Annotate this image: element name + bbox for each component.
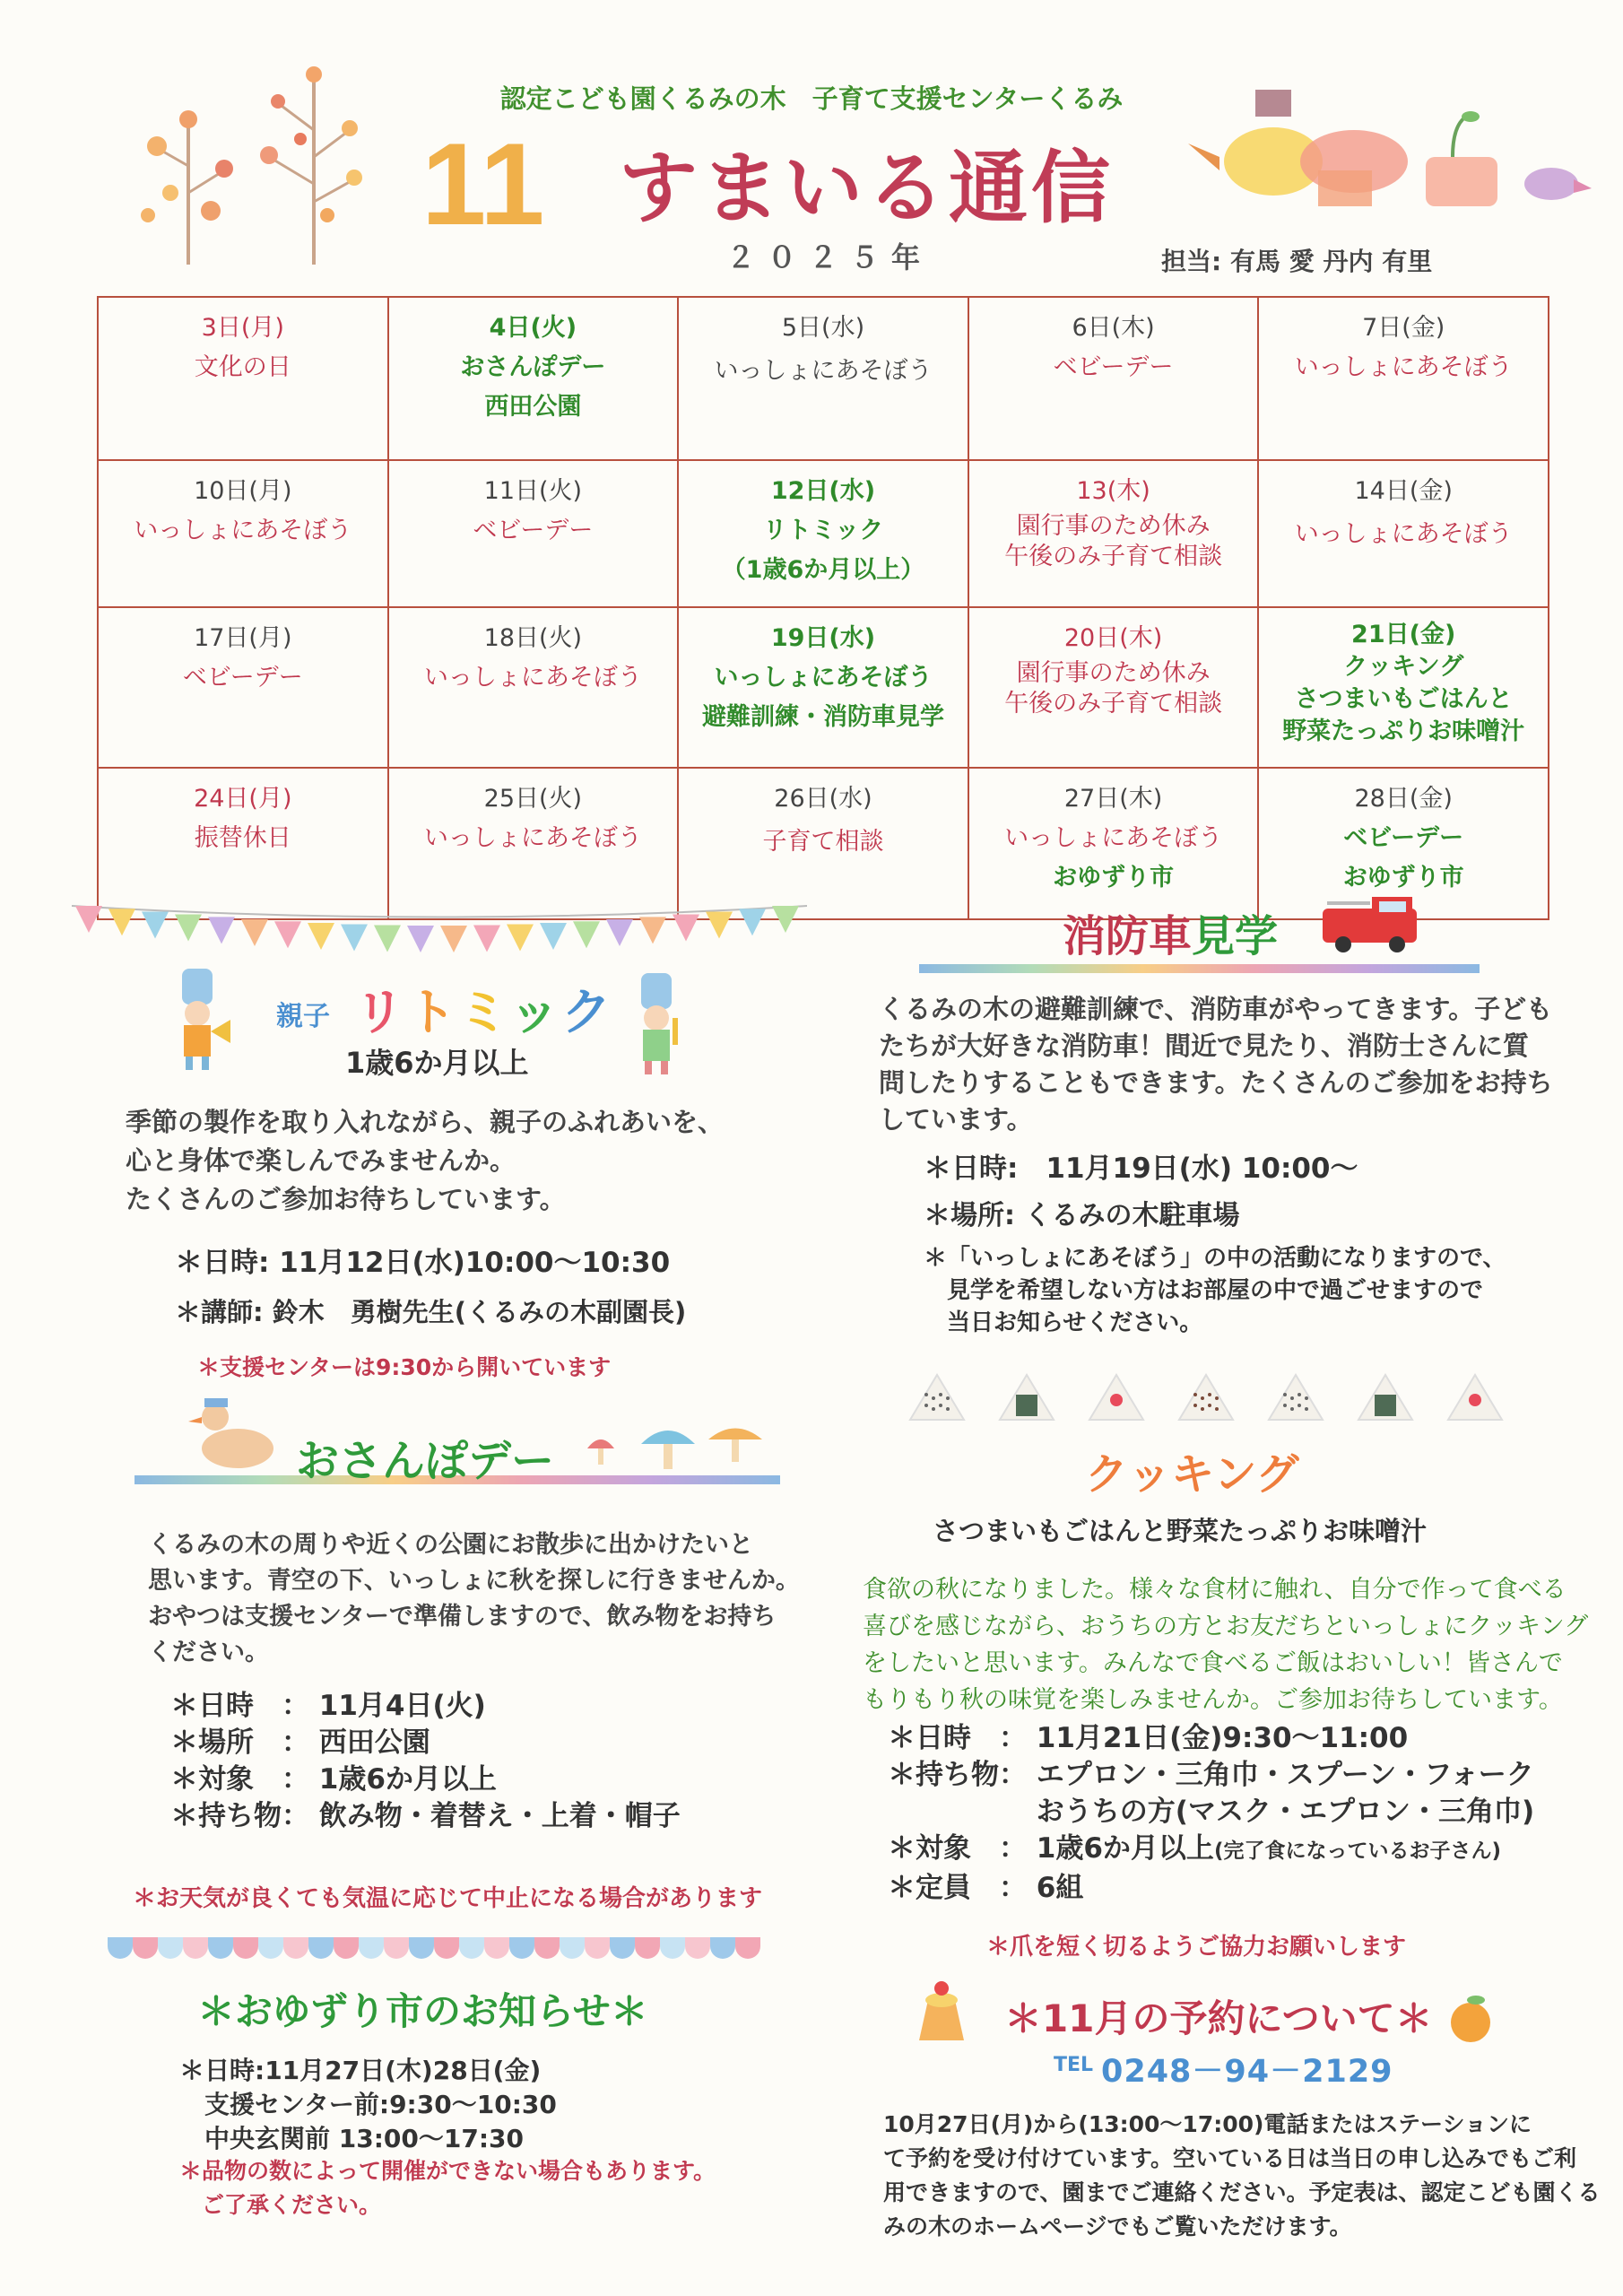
nori	[1016, 1395, 1037, 1416]
duck-illustration	[188, 1395, 287, 1475]
bunting-flag	[75, 906, 102, 933]
sesame-dot	[1193, 1404, 1197, 1407]
calendar-cell: 13(木) 園行事のため休み 午後のみ子育て相談	[968, 460, 1259, 607]
rhythmic-date: ＊日時: 11月12日(水)10:00～10:30	[175, 1247, 671, 1279]
firetruck-place: ＊場所: くるみの木駐車場	[924, 1200, 1240, 1231]
bunting-flag	[341, 924, 368, 951]
year: ２０２５年	[726, 240, 933, 274]
rice-ball-icon	[1269, 1375, 1323, 1420]
reservation-description: 10月27日(月)から(13:00～17:00)電話またはステーションに て予約を受け付けています。空いている日は当日の申し込みでもご利 用できますので、園までご連絡ください。予定表は、認定こども園くる みの木のホームページでもご覧いただけます。	[883, 2111, 1601, 2239]
bunting-decoration	[72, 901, 807, 955]
rice-ball-icon	[910, 1375, 964, 1420]
calendar-cell: 5日(水) いっしょにあそぼう	[678, 297, 968, 460]
calendar-cell: 11日(火) ベビーデー	[388, 460, 679, 607]
org-name: 認定こども園くるみの木 子育て支援センターくるみ	[499, 83, 1124, 114]
toy-soldier-illustration	[628, 969, 690, 1076]
calendar-cell: 14日(金) いっしょにあそぼう	[1258, 460, 1549, 607]
sesame-dot	[1283, 1393, 1287, 1396]
rice-ball-illustrations	[897, 1368, 1524, 1431]
cooking-description: 食欲の秋になりました。様々な食材に触れ、自分で作って食べる 喜びを感じながら、おうちの方とお友だちといっしょにクッキング をしたいと思います。みんなで食べるご飯はおいしい！皆さんで もりもり秋の味覚を楽しみませんか。ご参加お待ちしています。	[863, 1576, 1589, 1714]
sesame-dot	[939, 1404, 942, 1407]
sesame-dot	[1298, 1393, 1301, 1396]
sesame-dot	[1215, 1407, 1219, 1411]
scallop-decoration	[108, 1933, 780, 1969]
scallop	[610, 1937, 635, 1959]
walk-info: ＊日時 ： 11月4日(火) ＊場所 ： 西田公園 ＊対象 ： 1歳6か月以上 ＊持ち物： 飲み物・着替え・上着・帽子	[170, 1690, 681, 1832]
bunting-flag	[606, 919, 633, 946]
scallop	[233, 1937, 258, 1959]
bunting-flag	[208, 917, 235, 944]
cooking-subtitle: さつまいもごはんと野菜たっぷりお味噌汁	[933, 1516, 1428, 1546]
walk-title: おさんぽデー	[296, 1436, 555, 1486]
sesame-dot	[1305, 1407, 1308, 1411]
calendar-cell: 17日(月) ベビーデー	[98, 607, 388, 768]
firetruck-title: 消防車見学	[1063, 911, 1279, 961]
mushroom-illustration	[583, 1417, 780, 1480]
scallop	[484, 1937, 509, 1959]
scallop	[409, 1937, 434, 1959]
scallop	[208, 1937, 233, 1959]
firetruck-illustration	[1318, 892, 1426, 955]
scallop	[283, 1937, 308, 1959]
sesame-dot	[946, 1407, 950, 1411]
calendar-cell: 6日(木) ベビーデー	[968, 297, 1259, 460]
scallop	[334, 1937, 359, 1959]
calendar-cell: 10日(月) いっしょにあそぼう	[98, 460, 388, 607]
bunting-flag	[274, 921, 301, 948]
scallop	[534, 1937, 560, 1959]
calendar-cell: 21日(金) クッキング さつまいもごはんと 野菜たっぷりお味噌汁	[1258, 607, 1549, 768]
walk-note: ＊お天気が良くても気温に応じて中止になる場合があります	[133, 1885, 763, 1912]
scallop	[509, 1937, 534, 1959]
sesame-dot	[924, 1404, 928, 1407]
sesame-dot	[1193, 1393, 1197, 1396]
rhythmic-prefix: 親子	[276, 1001, 330, 1032]
umeboshi	[1110, 1394, 1123, 1406]
cooking-note: ＊爪を短く切るようご協力お願いします	[986, 1934, 1407, 1961]
calendar-cell: 26日(水) 子育て相談	[678, 768, 968, 919]
bunting-flag	[142, 911, 169, 938]
sesame-dot	[1305, 1396, 1308, 1400]
calendar-cell: 24日(月) 振替休日	[98, 768, 388, 919]
market-notes: ＊品物の数によって開催ができない場合もあります。 ご了承ください。	[179, 2158, 716, 2218]
scallop	[585, 1937, 610, 1959]
sesame-dot	[924, 1393, 928, 1396]
reservation-title: ＊11月の予約について＊	[1004, 1996, 1433, 2040]
bunting-flag	[673, 915, 699, 942]
bunting-flag	[108, 909, 135, 935]
sesame-dot	[946, 1396, 950, 1400]
scallop	[158, 1937, 183, 1959]
rhythmic-teacher: ＊講師: 鈴木 勇樹先生(くるみの木副園長)	[175, 1297, 687, 1327]
bunting-flag	[739, 909, 766, 935]
calendar-table	[97, 296, 1549, 920]
calendar-cell: 28日(金) ベビーデー おゆずり市	[1258, 768, 1549, 919]
bunting-flag	[308, 923, 334, 950]
sesame-dot	[932, 1396, 935, 1400]
bunting-flag	[772, 906, 799, 933]
cooking-title: クッキング	[1085, 1449, 1299, 1500]
month-number: 11	[421, 118, 545, 249]
bunting-flag	[507, 924, 534, 951]
scallop	[735, 1937, 760, 1959]
calendar-cell: 20日(木) 園行事のため休み 午後のみ子育て相談	[968, 607, 1259, 768]
calendar-cell: 7日(金) いっしょにあそぼう	[1258, 297, 1549, 460]
newsletter-title: すまいる通信	[619, 142, 1115, 234]
toy-soldier-illustration	[166, 964, 233, 1072]
walk-description: くるみの木の周りや近くの公園にお散歩に出かけたいと 思います。青空の下、いっしょに秋を探しに行きませんか。 おやつは支援センターで準備しますので、飲み物をお持ち ください。	[148, 1531, 800, 1666]
firetruck-description: くるみの木の避難訓練で、消防車がやってきます。子ども たちが大好きな消防車！間近で見たり、消防士さんに質 問したりすることもできます。たくさんのご参加をお持ち しています。	[879, 994, 1553, 1135]
sesame-dot	[1298, 1404, 1301, 1407]
calendar-cell: 4日(火) おさんぽデー 西田公園	[388, 297, 679, 460]
bird-illustration	[1184, 72, 1596, 224]
sesame-dot	[1201, 1396, 1204, 1400]
scallop	[308, 1937, 334, 1959]
sesame-dot	[939, 1393, 942, 1396]
scallop	[710, 1937, 735, 1959]
bunting-flag	[540, 923, 567, 950]
bunting-flag	[473, 925, 500, 952]
phone-label: TEL	[1054, 2054, 1094, 2076]
mikan-illustration	[1435, 1982, 1506, 2045]
firetruck-notes: ＊「いっしょにあそぼう」の中の活動になりますので、 見学を希望しない方はお部屋の中で過ごせますので 当日お知らせください。	[924, 1245, 1506, 1336]
scallop	[183, 1937, 208, 1959]
staff-names: 担当: 有馬 愛 丹内 有里	[1161, 247, 1433, 276]
bunting-flag	[573, 921, 600, 948]
calendar-cell: 18日(火) いっしょにあそぼう	[388, 607, 679, 768]
scallop	[660, 1937, 685, 1959]
bunting-flag	[440, 926, 467, 952]
scallop	[560, 1937, 585, 1959]
calendar-cell: 3日(月) 文化の日	[98, 297, 388, 460]
bunting-flag	[407, 926, 434, 952]
cooking-info: ＊日時 ： 11月21日(金)9:30～11:00 ＊持ち物： エプロン・三角巾・スプーン・フォーク おうちの方(マスク・エプロン・三角巾) ＊対象 ： 1歳6か月以上(完了食になっているお子さん) ＊定員 ： 6組	[888, 1722, 1535, 1904]
rhythmic-subtitle: 1歳6か月以上	[345, 1046, 529, 1080]
scallop	[108, 1937, 133, 1959]
scallop	[258, 1937, 283, 1959]
scallop	[434, 1937, 459, 1959]
autumn-trees-illustration	[135, 58, 377, 274]
bunting-flag	[241, 919, 268, 946]
rhythmic-description: 季節の製作を取り入れながら、親子のふれあいを、 心と身体で楽しんでみませんか。 たくさんのご参加お待ちしています。	[126, 1107, 725, 1214]
nori	[1375, 1395, 1396, 1416]
pudding-illustration	[910, 1978, 973, 2049]
scallop	[459, 1937, 484, 1959]
scallop	[685, 1937, 710, 1959]
rhythmic-note: ＊支援センターは9:30から開いています	[197, 1354, 612, 1380]
sesame-dot	[1215, 1396, 1219, 1400]
rice-ball-icon	[1179, 1375, 1233, 1420]
sesame-dot	[932, 1407, 935, 1411]
umeboshi	[1469, 1394, 1481, 1406]
calendar-cell: 27日(木) いっしょにあそぼう おゆずり市	[968, 768, 1259, 919]
scallop	[635, 1937, 660, 1959]
calendar-cell: 19日(水) いっしょにあそぼう 避難訓練・消防車見学	[678, 607, 968, 768]
bunting-flag	[175, 915, 202, 942]
stripe-decoration	[919, 964, 1480, 973]
scallop	[384, 1937, 409, 1959]
sesame-dot	[1290, 1396, 1294, 1400]
bunting-flag	[706, 911, 733, 938]
sesame-dot	[1283, 1404, 1287, 1407]
sesame-dot	[1208, 1393, 1211, 1396]
scallop	[359, 1937, 384, 1959]
sesame-dot	[1290, 1407, 1294, 1411]
scallop	[133, 1937, 158, 1959]
firetruck-date: ＊日時: 11月19日(水) 10:00～	[924, 1152, 1358, 1185]
rhythmic-title: リトミック	[354, 984, 613, 1042]
market-schedule: ＊日時:11月27日(木)28日(金) 支援センター前:9:30～10:30 中央玄関前 13:00～17:30	[179, 2056, 557, 2153]
sesame-dot	[1201, 1407, 1204, 1411]
market-title: ＊おゆずり市のお知らせ＊	[197, 1989, 648, 2033]
sesame-dot	[1208, 1404, 1211, 1407]
bunting-flag	[639, 917, 666, 944]
phone-number: 0248－94－2129	[1101, 2054, 1393, 2090]
calendar-cell: 25日(火) いっしょにあそぼう	[388, 768, 679, 919]
bunting-flag	[374, 925, 401, 952]
calendar-cell: 12日(水) リトミック （1歳6か月以上）	[678, 460, 968, 607]
